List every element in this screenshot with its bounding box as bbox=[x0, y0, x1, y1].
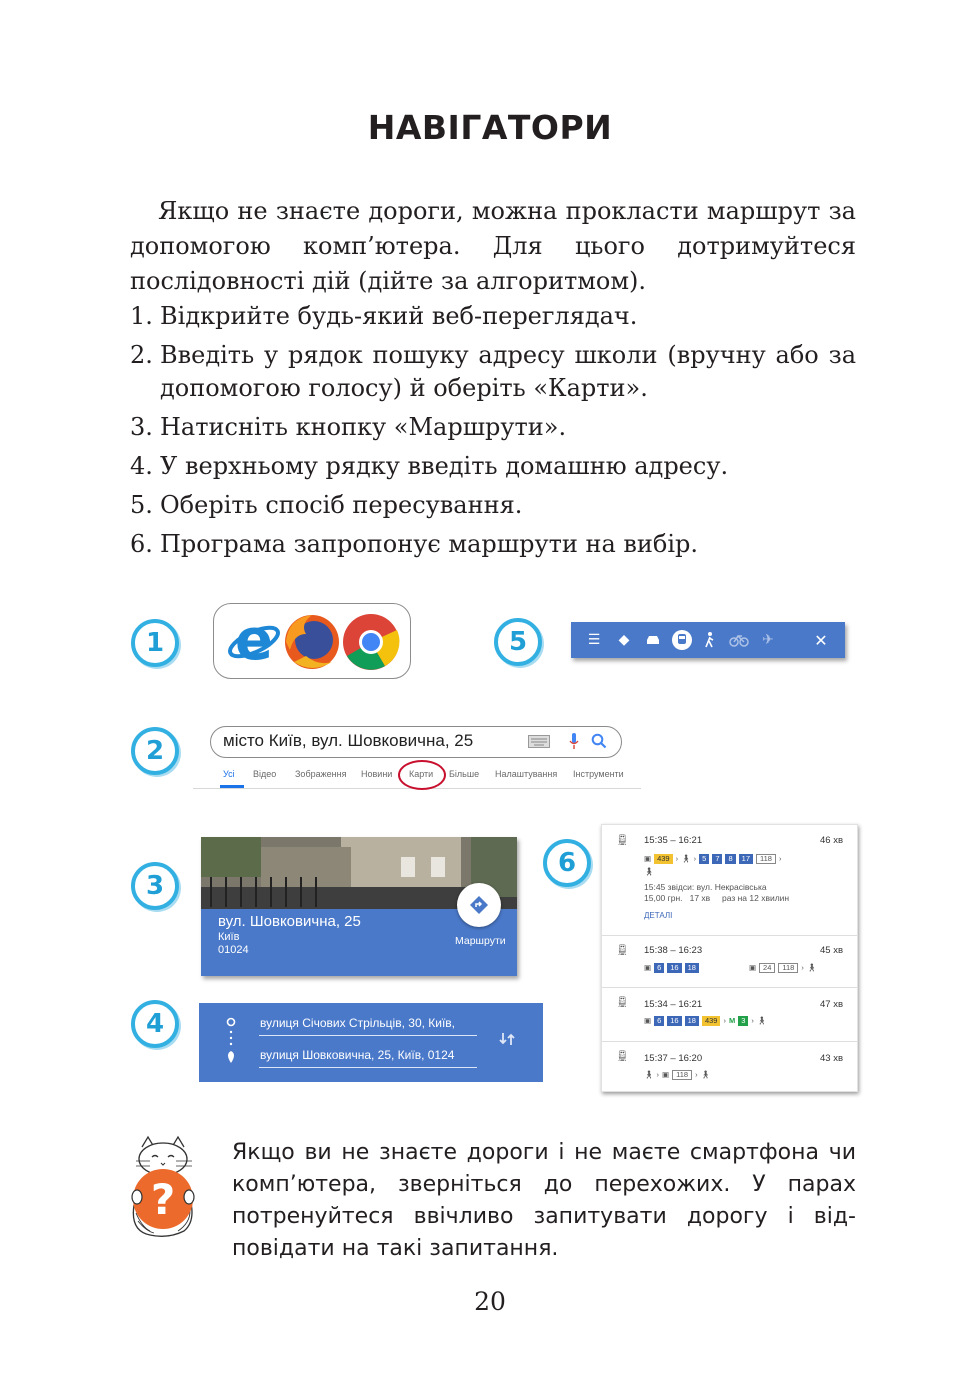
destination-underline bbox=[259, 1067, 477, 1068]
step-badge-6: 6 bbox=[543, 839, 591, 887]
chip: 24 bbox=[759, 963, 775, 973]
result-row[interactable] bbox=[602, 935, 857, 988]
chrome-icon[interactable] bbox=[343, 614, 399, 670]
routes-label[interactable]: Маршрути bbox=[455, 935, 506, 947]
tip-paragraph: Якщо ви не знаєте дороги і не маєте смартфона чи комп’ютера, зверніться до перехожих. У парах потренуйтеся ввічливо запитувати дорогу і відповідати на такі запитання. bbox=[232, 1140, 856, 1261]
arrow-icon: › bbox=[695, 1070, 698, 1079]
step-badge-2: 2 bbox=[131, 727, 179, 775]
chip: 3 bbox=[738, 1016, 748, 1026]
step-number: 6. bbox=[130, 530, 153, 558]
step-item bbox=[130, 339, 856, 405]
result-row[interactable] bbox=[602, 1041, 857, 1091]
search-icon[interactable] bbox=[591, 733, 607, 749]
walk-icon: 🚶︎ bbox=[644, 1070, 654, 1079]
chip: 118 bbox=[778, 963, 798, 973]
browser-icons bbox=[214, 604, 410, 678]
svg-text:?: ? bbox=[150, 1175, 176, 1224]
step-number: 3. bbox=[130, 413, 153, 441]
chip: 8 bbox=[725, 854, 735, 864]
microphone-icon[interactable] bbox=[569, 733, 579, 750]
walk-icon: 🚶︎ bbox=[700, 1070, 711, 1079]
directions-icon[interactable]: ◆ bbox=[618, 632, 630, 648]
tab-tools[interactable]: Інструменти bbox=[573, 769, 624, 779]
step-item bbox=[130, 411, 856, 444]
result-chips bbox=[644, 853, 781, 864]
firefox-icon[interactable] bbox=[285, 615, 339, 669]
bus-icon: ▣ bbox=[644, 854, 652, 863]
chip: 18 bbox=[685, 963, 699, 973]
chip: 16 bbox=[667, 1016, 681, 1026]
arrow-icon: › bbox=[675, 854, 679, 863]
steps-list bbox=[130, 300, 856, 567]
chip: 7 bbox=[712, 854, 722, 864]
arrow-icon: › bbox=[723, 1016, 726, 1025]
route-line-icon bbox=[226, 1017, 236, 1065]
step-badge-4: 4 bbox=[131, 1000, 179, 1048]
chip: 439 bbox=[702, 1016, 721, 1026]
step-badge-1: 1 bbox=[131, 619, 179, 667]
swap-icon[interactable] bbox=[499, 1031, 515, 1047]
details-link[interactable]: ДЕТАЛІ bbox=[644, 911, 673, 920]
internet-explorer-icon[interactable] bbox=[226, 608, 282, 673]
transit-icon[interactable] bbox=[669, 622, 695, 658]
fare-info: 15,00 грн. 17 хв раз на 12 хвилин bbox=[644, 893, 790, 903]
walk-icon: 🚶︎ bbox=[681, 854, 691, 863]
chip: 6 bbox=[654, 1016, 664, 1026]
result-row[interactable] bbox=[602, 987, 857, 1042]
result-time: 15:35 – 16:21 bbox=[644, 835, 703, 846]
result-chips bbox=[644, 962, 816, 973]
tab-settings[interactable]: Налаштування bbox=[495, 769, 558, 779]
result-time: 15:38 – 16:23 bbox=[644, 945, 703, 956]
step-number: 2. bbox=[130, 341, 153, 369]
result-chips bbox=[644, 1015, 766, 1026]
tab-all[interactable]: Усі bbox=[223, 769, 235, 779]
search-bar[interactable] bbox=[210, 726, 622, 758]
destination-field[interactable]: вулиця Шовковична, 25, Київ, 0124 bbox=[260, 1048, 455, 1062]
chip: 18 bbox=[685, 1016, 699, 1026]
step-text: Натисніть кнопку «Маршрути». bbox=[160, 413, 567, 441]
step-text: Відкрийте будь-який веб-переглядач. bbox=[160, 302, 638, 330]
result-row[interactable] bbox=[602, 825, 857, 936]
close-icon[interactable]: ✕ bbox=[814, 630, 828, 650]
route-inputs-card bbox=[199, 1003, 543, 1082]
browser-icons-panel bbox=[213, 603, 411, 679]
chip: 118 bbox=[672, 1070, 692, 1080]
step-text: Оберіть спосіб пересування. bbox=[160, 491, 523, 519]
step-item bbox=[130, 300, 856, 333]
result-chips bbox=[644, 1069, 710, 1080]
result-duration: 45 хв bbox=[819, 945, 843, 956]
arrow-icon: › bbox=[656, 1070, 660, 1079]
svg-text:e: e bbox=[235, 608, 273, 673]
step-text: У верхньому рядку введіть домашню адресу. bbox=[160, 452, 729, 480]
arrow-icon: › bbox=[693, 854, 697, 863]
transit-icon: 🚆︎ bbox=[616, 835, 629, 846]
bus-icon: ▣ bbox=[644, 963, 652, 972]
plane-icon[interactable]: ✈ bbox=[762, 632, 774, 648]
chip: 439 bbox=[654, 854, 673, 864]
page-title: НАВІГАТОРИ bbox=[367, 108, 613, 147]
step-text: Програма запропонує маршрути на вибір. bbox=[160, 530, 699, 558]
transit-icon: 🚆︎ bbox=[616, 997, 629, 1008]
page-number: 20 bbox=[474, 1287, 506, 1316]
metro-icon: M bbox=[728, 1016, 736, 1025]
step-item bbox=[130, 489, 856, 522]
chip: 16 bbox=[667, 963, 681, 973]
chip: 118 bbox=[756, 854, 776, 864]
tab-images[interactable]: Зображення bbox=[295, 769, 347, 779]
car-icon[interactable] bbox=[641, 622, 665, 658]
maps-highlight-circle bbox=[398, 760, 446, 790]
tab-news[interactable]: Новини bbox=[361, 769, 393, 779]
step-number: 5. bbox=[130, 491, 153, 519]
result-duration: 43 хв bbox=[819, 1053, 843, 1064]
arrow-icon: › bbox=[751, 1016, 754, 1025]
arrow-icon: › bbox=[801, 963, 804, 972]
step-number: 4. bbox=[130, 452, 153, 480]
tab-video[interactable]: Відео bbox=[253, 769, 277, 779]
search-tabs bbox=[193, 766, 641, 789]
step-badge-3: 3 bbox=[131, 862, 179, 910]
keyboard-icon[interactable] bbox=[528, 735, 550, 748]
walk-icon: 🚶︎ bbox=[806, 963, 817, 972]
bus-icon: ▣ bbox=[748, 963, 757, 972]
result-time: 15:37 – 16:20 bbox=[644, 1053, 703, 1064]
depart-info: 15:45 звідси: вул. Некрасівська bbox=[644, 882, 767, 892]
chip: 5 bbox=[699, 854, 709, 864]
step-item bbox=[130, 450, 856, 483]
transit-icon: 🚆︎ bbox=[616, 1051, 629, 1062]
search-query[interactable]: місто Київ, вул. Шовковична, 25 bbox=[223, 731, 474, 750]
bike-icon[interactable] bbox=[727, 622, 751, 658]
walk-icon[interactable] bbox=[699, 622, 721, 658]
walk-icon: 🚶︎ bbox=[756, 1016, 767, 1025]
intro-paragraph: Якщо не знаєте дороги, можна прокласти маршрут за допомогою комп’ютера. Для цього дотримуйтеся послідовності дій (дійте за алгоритмом). bbox=[130, 197, 856, 295]
directions-button[interactable] bbox=[457, 883, 501, 927]
transit-icon: 🚆︎ bbox=[616, 945, 629, 956]
result-time: 15:34 – 16:21 bbox=[644, 999, 703, 1010]
arrow-icon: › bbox=[778, 854, 782, 863]
cat-question-icon bbox=[128, 1135, 200, 1239]
step-item bbox=[130, 528, 856, 561]
menu-icon[interactable]: ☰ bbox=[587, 632, 601, 648]
chip: 17 bbox=[739, 854, 753, 864]
directions-icon bbox=[469, 895, 489, 915]
active-tab-indicator bbox=[220, 785, 244, 788]
bus-icon: ▣ bbox=[644, 1016, 652, 1025]
transit-results bbox=[601, 824, 858, 1092]
step-badge-5: 5 bbox=[494, 618, 542, 666]
walk-icon: 🚶︎ bbox=[644, 867, 655, 876]
place-street: вул. Шовковична, 25 bbox=[218, 913, 361, 930]
origin-field[interactable]: вулиця Січових Стрільців, 30, Київ, bbox=[260, 1016, 456, 1030]
result-duration: 46 хв bbox=[819, 835, 843, 846]
place-city: Київ bbox=[218, 931, 240, 943]
tab-maps[interactable]: Карти bbox=[409, 769, 434, 779]
origin-underline bbox=[259, 1035, 477, 1036]
chip: 6 bbox=[654, 963, 664, 973]
result-duration: 47 хв bbox=[819, 999, 843, 1010]
bus-icon: ▣ bbox=[662, 1070, 670, 1079]
place-zip: 01024 bbox=[218, 944, 249, 956]
step-number: 1. bbox=[130, 302, 153, 330]
step-text: Введіть у рядок пошуку адресу школи (вручну або за допомогою голосу) й оберіть «Карти». bbox=[160, 341, 856, 402]
tab-more[interactable]: Більше bbox=[449, 769, 480, 779]
place-card bbox=[201, 837, 517, 976]
travel-mode-bar bbox=[571, 622, 845, 658]
